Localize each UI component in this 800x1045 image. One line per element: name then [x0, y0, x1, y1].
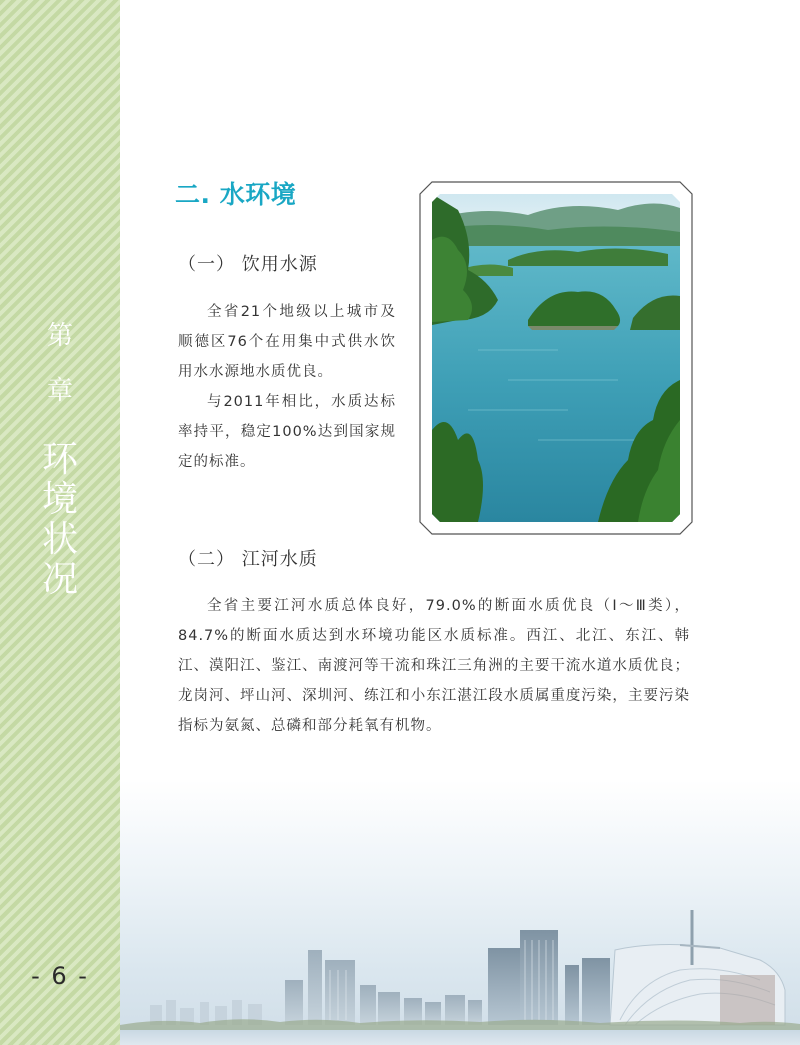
chapter-title-char: 状: [41, 519, 78, 560]
city-skyline-image: [120, 780, 800, 1045]
lake-islands-photo: [418, 180, 694, 536]
paragraph-river-water-quality: 全省主要江河水质总体良好，79.0%的断面水质优良（Ⅰ～Ⅲ类），84.7%的断面水质达到水环境功能区水质标准。西江、北江、东江、韩江、漠阳江、鉴江、南渡河等干流和珠江三角洲的主要干流水道水质优良；龙岗河、坪山河、深圳河、练江和小东江湛江段水质属重度污染，主要污染指标为氨氮、总磷和部分耗氧有机物。: [178, 598, 690, 734]
chapter-title-char: 环: [41, 439, 78, 480]
subsection-heading-drinking-water: （一） 饮用水源: [178, 254, 318, 275]
paragraph-drinking-water-compliance: 与2011年相比，水质达标率持平，稳定100%达到国家规定的标准。: [178, 394, 396, 470]
chapter-title-char: 境: [41, 479, 78, 520]
chapter-title-char: 况: [41, 559, 78, 600]
subsection-heading-river-water: （二） 江河水质: [178, 549, 318, 570]
chapter-title: [0, 440, 120, 600]
paragraph-drinking-water-sources: 全省21个地级以上城市及顺德区76个在用集中式供水饮用水水源地水质优良。: [178, 304, 396, 380]
chapter-suffix: 章: [46, 376, 73, 406]
chapter-prefix: 第: [46, 321, 73, 351]
section-title: 二. 水环境: [175, 180, 297, 209]
page-number: - 6 -: [31, 962, 89, 990]
